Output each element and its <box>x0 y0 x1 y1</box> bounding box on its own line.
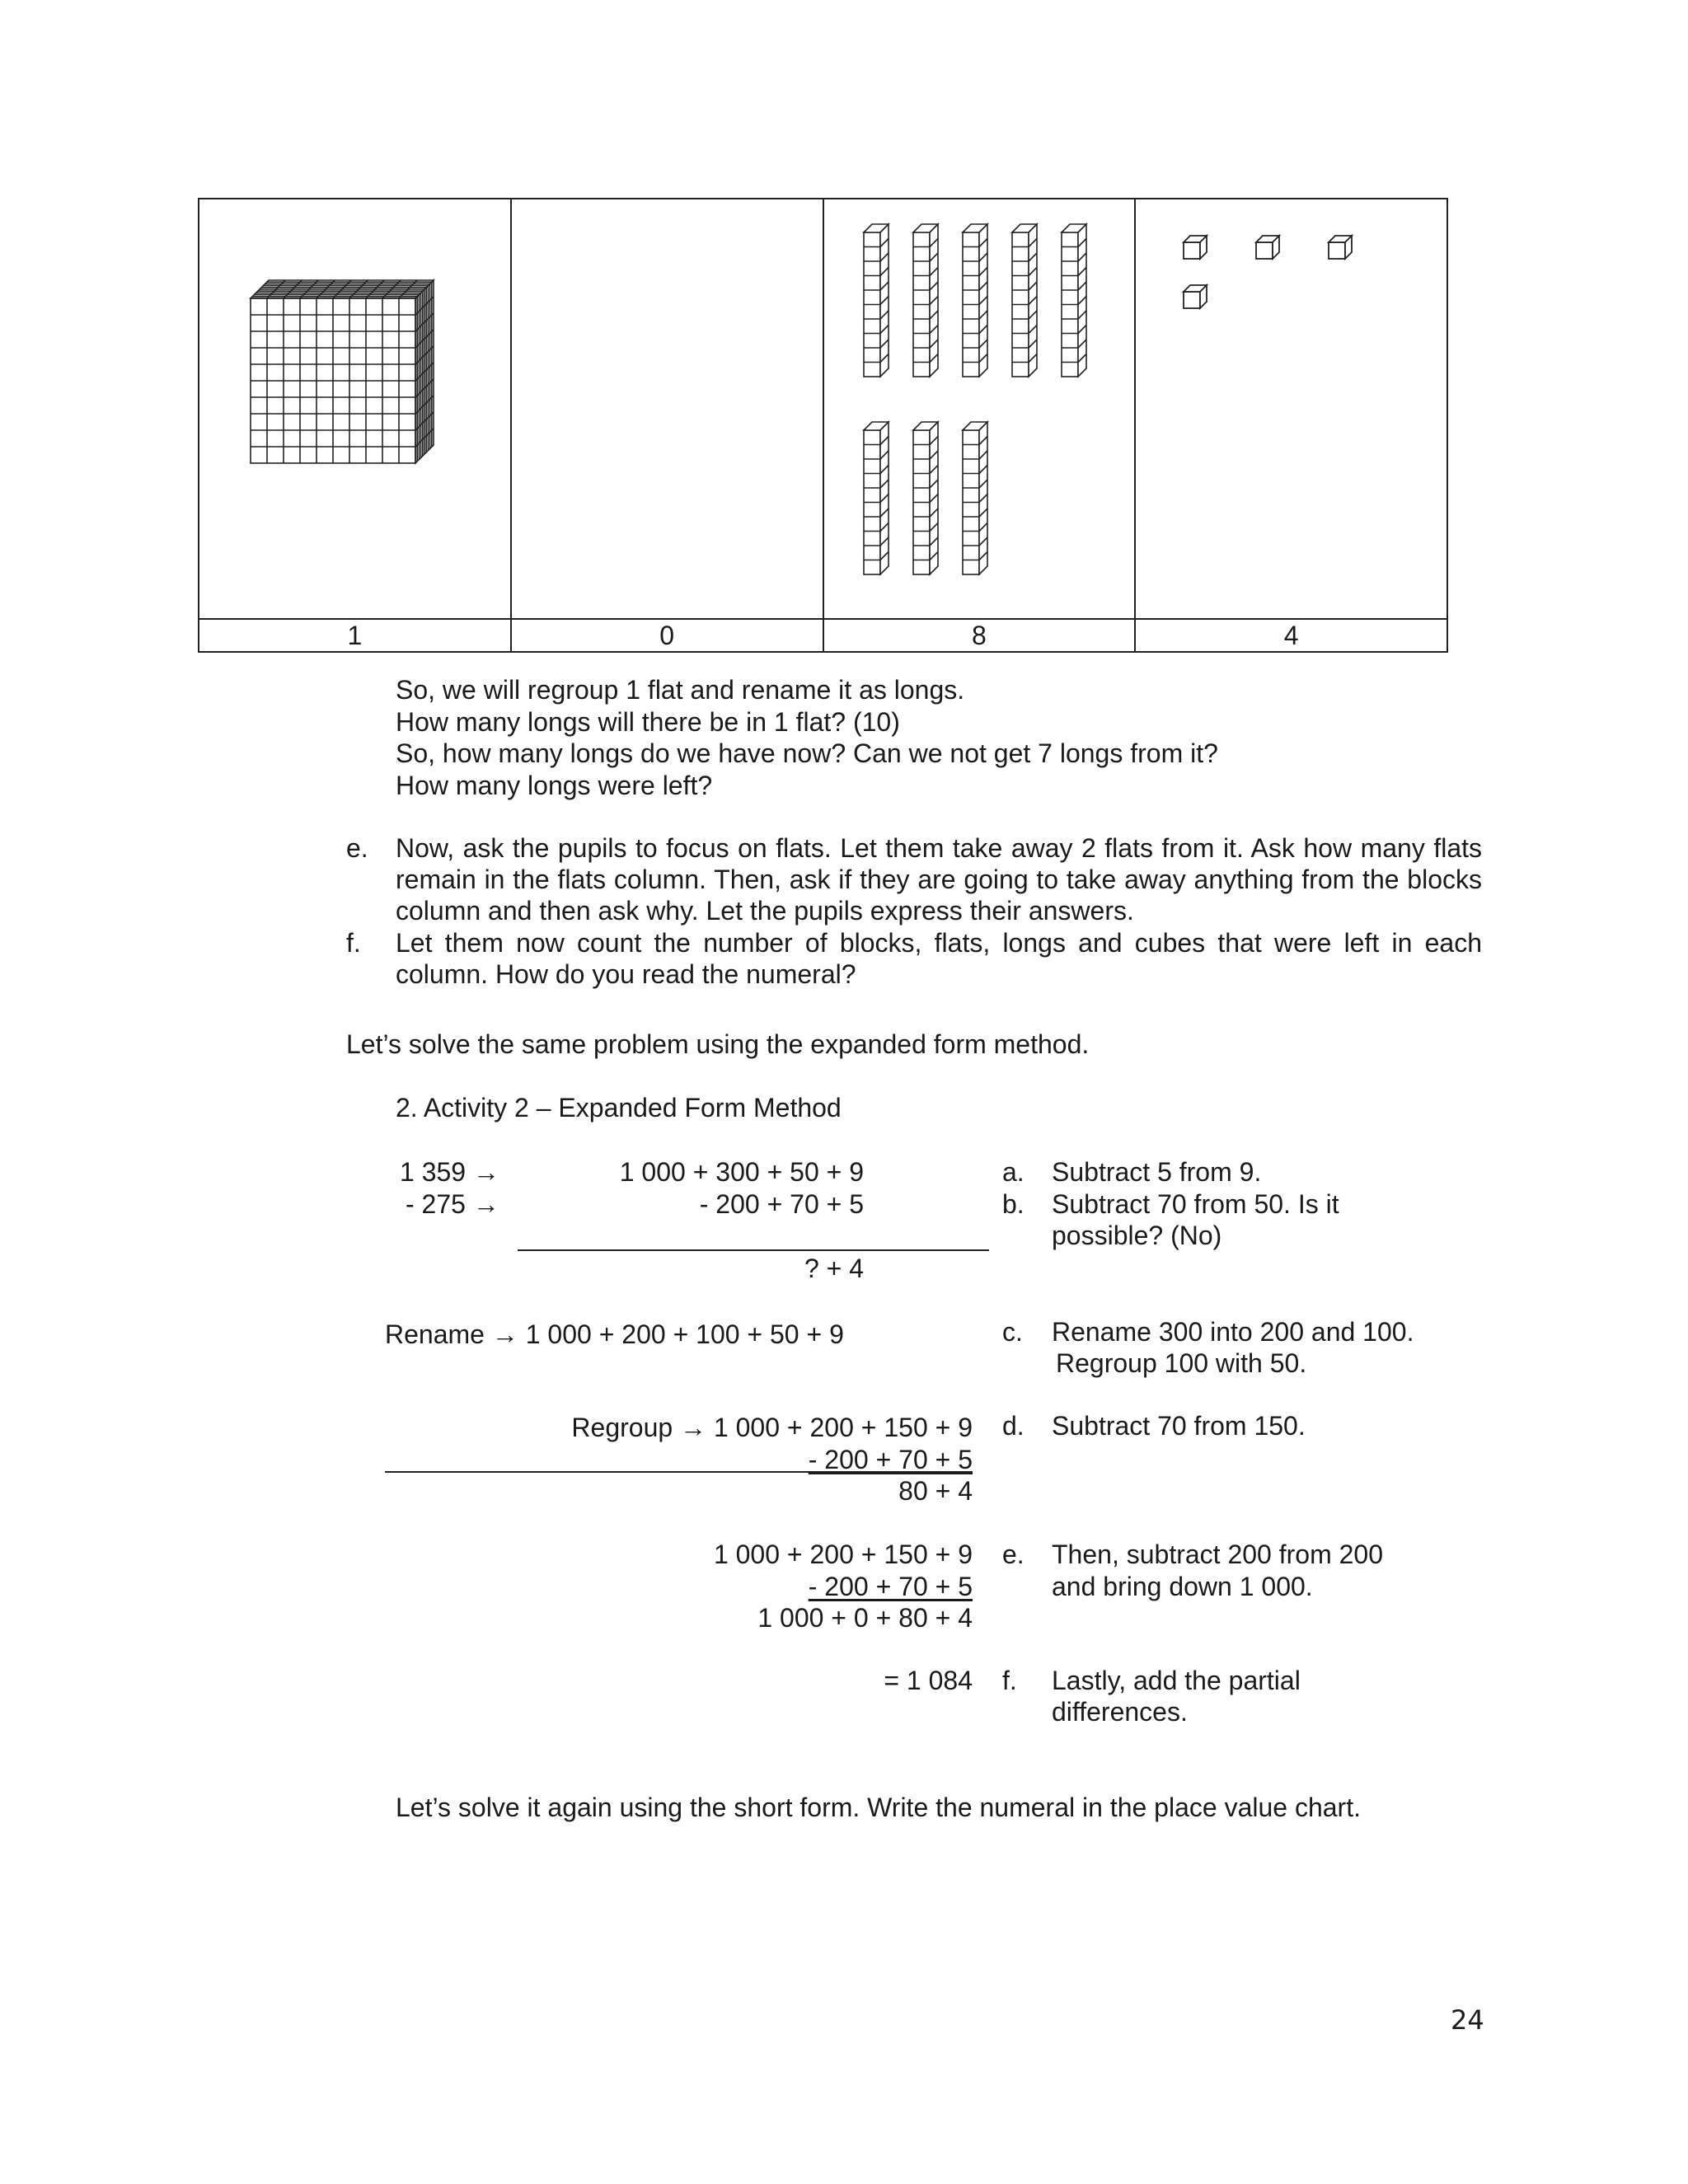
number-275: - 275 → <box>406 1189 499 1219</box>
regroup-line-expr: Regroup → 1 000 + 200 + 150 + 9 <box>571 1413 973 1442</box>
long-rod <box>913 422 938 574</box>
regroup-line: How many longs will there be in 1 flat? (10) <box>396 706 900 737</box>
note-a-label: a. <box>1002 1157 1025 1187</box>
regroup-result: 80 + 4 <box>898 1476 973 1506</box>
digit-longs: 8 <box>823 619 1136 652</box>
step-label: f. <box>346 928 361 958</box>
note-f-line1: Lastly, add the partial <box>1052 1666 1301 1695</box>
partial-result: ? + 4 <box>804 1254 864 1283</box>
sum-line <box>518 1249 989 1251</box>
final-subtrahend: - 200 + 70 + 5 <box>808 1572 973 1601</box>
number-1359: 1 359 → <box>400 1157 499 1187</box>
unit-cube <box>1256 236 1279 259</box>
longs-cell <box>823 199 1136 619</box>
note-b-line1: Subtract 70 from 50. Is it <box>1052 1189 1339 1219</box>
long-rod <box>913 224 938 377</box>
expanded-1359: 1 000 + 300 + 50 + 9 <box>619 1157 864 1187</box>
expanded-275: - 200 + 70 + 5 <box>699 1189 864 1219</box>
long-rod <box>1012 224 1037 377</box>
note-e-line2: and bring down 1 000. <box>1052 1572 1313 1601</box>
long-rod <box>963 224 987 377</box>
final-expr: 1 000 + 200 + 150 + 9 <box>713 1540 973 1569</box>
expanded-intro: Let’s solve the same problem using the expanded form method. <box>346 1029 1090 1059</box>
flats-cell <box>511 199 823 619</box>
note-f-label: f. <box>1002 1666 1017 1695</box>
digit-blocks: 1 <box>199 619 511 652</box>
regroup-paragraph <box>396 674 1482 801</box>
long-rod <box>1062 224 1086 377</box>
closing-text: Let’s solve it again using the short form. Write the numeral in the place value chart. <box>396 1793 1361 1822</box>
note-c-label: c. <box>1002 1317 1023 1347</box>
note-d-label: d. <box>1002 1411 1025 1441</box>
page-number: 24 <box>1451 2004 1484 2036</box>
place-value-chart <box>198 198 1448 653</box>
regroup-line: So, how many longs do we have now? Can we not get 7 longs from it? <box>396 738 1218 768</box>
rename-line: Rename → 1 000 + 200 + 100 + 50 + 9 <box>385 1319 844 1349</box>
digit-flats: 0 <box>511 619 823 652</box>
long-rod <box>963 422 987 574</box>
long-rod <box>864 422 889 574</box>
unit-cube <box>1184 236 1207 259</box>
regroup-subtrahend: - 200 + 70 + 5 <box>808 1445 973 1474</box>
cubes-cell <box>1135 199 1447 619</box>
unit-cube <box>1184 285 1207 308</box>
note-d-text: Subtract 70 from 150. <box>1052 1411 1306 1441</box>
note-f-line2: differences. <box>1052 1697 1188 1727</box>
cubes-image <box>1136 199 1445 618</box>
step-text: Now, ask the pupils to focus on flats. Let them take away 2 flats from it. Ask how many flats remain in the flats column. Then, ask if they are going to take away anything from the blocks column and then ask why. Let the pupils express their answers. <box>396 833 1482 926</box>
step-text: Let them now count the number of blocks, flats, longs and cubes that were left in each column. How do you read the numeral? <box>396 928 1482 989</box>
activity-title: 2. Activity 2 – Expanded Form Method <box>396 1093 842 1122</box>
final-total: = 1 084 <box>884 1666 973 1695</box>
regroup-line: So, we will regroup 1 flat and rename it as longs. <box>396 675 965 705</box>
blocks-cell <box>199 199 511 619</box>
unit-cube <box>1329 236 1352 259</box>
regroup-line: How many longs were left? <box>396 770 713 800</box>
regroup-line-rule <box>385 1471 973 1473</box>
note-c-line2: Regroup 100 with 50. <box>1056 1348 1307 1378</box>
thousand-cube <box>251 280 434 463</box>
digit-cubes: 4 <box>1135 619 1447 652</box>
final-partials: 1 000 + 0 + 80 + 4 <box>757 1603 973 1633</box>
note-b-line2: possible? (No) <box>1052 1221 1222 1250</box>
note-b-label: b. <box>1002 1189 1025 1219</box>
note-e-line1: Then, subtract 200 from 200 <box>1052 1540 1383 1569</box>
long-rod <box>864 224 889 377</box>
note-e-label: e. <box>1002 1540 1025 1569</box>
note-c-line1: Rename 300 into 200 and 100. <box>1052 1317 1414 1347</box>
note-a-text: Subtract 5 from 9. <box>1052 1157 1262 1187</box>
step-label: e. <box>346 833 368 863</box>
longs-image <box>824 199 1133 618</box>
thousand-block-image <box>199 199 509 618</box>
